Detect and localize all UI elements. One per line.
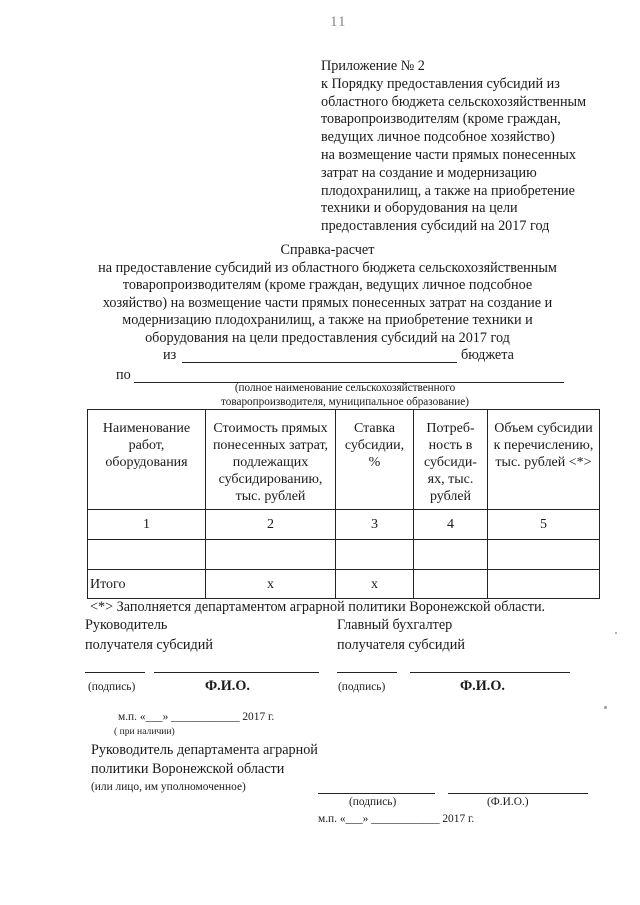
head-name-label: Ф.И.О. [205, 678, 250, 694]
column-number: 3 [336, 510, 414, 540]
appendix-line: затрат на создание и модернизацию [321, 164, 537, 181]
accountant-name-field[interactable] [410, 672, 570, 673]
head-title-line2: получателя субсидий [85, 637, 213, 653]
title-line: товаропроизводителям (кроме граждан, ведущих личное подсобное [122, 277, 533, 294]
page-number: 11 [330, 14, 347, 30]
total-cell[interactable] [414, 570, 488, 599]
recipient-hint [160, 381, 530, 409]
total-cell: х [336, 570, 414, 599]
column-header-cost: Стоимость прямых понесенных затрат, подлежащих субсидированию, тыс. рублей [206, 410, 336, 510]
from-budget-suffix: бюджета [461, 347, 514, 363]
total-cell[interactable] [488, 570, 600, 599]
table-row [88, 540, 600, 570]
dept-authorized-note: (или лицо, им уполномоченное) [91, 781, 246, 793]
table-header-row [88, 410, 600, 510]
appendix-line: товаропроизводителям (кроме граждан, [321, 111, 561, 128]
column-number: 4 [414, 510, 488, 540]
budget-name-field[interactable] [182, 362, 457, 363]
head-name-field[interactable] [154, 672, 319, 673]
dept-signature-label: (подпись) [349, 796, 397, 808]
table-cell[interactable] [206, 540, 336, 570]
column-numbers-row [88, 510, 600, 540]
recipient-hint-line: (полное наименование сельскохозяйственного [234, 382, 456, 394]
scan-speck [604, 706, 607, 709]
table-cell[interactable] [488, 540, 600, 570]
dept-head-line1: Руководитель департамента аграрной [91, 742, 318, 758]
total-label: Итого [88, 570, 206, 599]
appendix-line: ведущих личное подсобное хозяйство) [321, 129, 555, 146]
subsidy-calculation-table [87, 409, 600, 599]
accountant-name-label: Ф.И.О. [460, 678, 505, 694]
title-line: хозяйство) на возмещение части прямых понесенных затрат на создание и [102, 294, 553, 311]
scan-speck [615, 632, 617, 634]
title-line: оборудования на цели предоставления субсидий на 2017 год [145, 329, 510, 346]
accountant-signature-field[interactable] [337, 672, 397, 673]
dept-signature-field[interactable] [318, 793, 435, 794]
dept-head-line2: политики Воронежской области [91, 761, 285, 777]
total-cell: х [206, 570, 336, 599]
title-line: Справка-расчет [280, 242, 375, 258]
recipient-prefix: по [116, 367, 131, 383]
table-cell[interactable] [88, 540, 206, 570]
dept-name-label: (Ф.И.О.) [487, 796, 529, 808]
table-cell[interactable] [414, 540, 488, 570]
accountant-title-line2: получателя субсидий [337, 637, 465, 653]
appendix-line: плодохранилищ, а также на приобретение [321, 182, 575, 199]
footnote: <*> Заполняется департаментом аграрной политики Воронежской области. [90, 599, 546, 615]
recipient-hint-line: товаропроизводителя, муниципальное образование) [221, 396, 469, 408]
appendix-line: техники и оборудования на цели [321, 200, 518, 217]
column-number: 5 [488, 510, 600, 540]
appendix-header [321, 58, 621, 236]
seal-date-line: м.п. «___» ____________ 2017 г. [118, 711, 275, 723]
table-cell[interactable] [336, 540, 414, 570]
column-header-rate: Ставка субсидии, % [336, 410, 414, 510]
appendix-line: Приложение № 2 [321, 58, 425, 74]
from-budget-prefix: из [163, 347, 177, 363]
appendix-line: областного бюджета сельскохозяйственным [321, 93, 587, 110]
head-signature-label: (подпись) [88, 681, 136, 693]
appendix-line: на возмещение части прямых понесенных [321, 146, 577, 163]
dept-name-field[interactable] [448, 793, 588, 794]
accountant-title-line1: Главный бухгалтер [337, 617, 453, 633]
title-line: модернизацию плодохранилищ, а также на приобретение техники и [122, 312, 533, 329]
column-header-name: Наименование работ, оборудования [88, 410, 206, 510]
column-header-amount: Объем субсидии к перечислению, тыс. рублей <*> [488, 410, 600, 510]
seal-note: ( при наличии) [114, 726, 175, 737]
accountant-signature-label: (подпись) [338, 681, 386, 693]
appendix-line: к Порядку предоставления субсидий из [321, 75, 560, 92]
head-signature-field[interactable] [85, 672, 145, 673]
column-number: 2 [206, 510, 336, 540]
document-title [60, 242, 595, 348]
appendix-line: предоставления субсидий на 2017 год [321, 218, 550, 235]
column-header-need: Потреб- ность в субсиди- ях, тыс. рублей [414, 410, 488, 510]
dept-seal-date-line: м.п. «___» ____________ 2017 г. [318, 813, 475, 825]
total-row [88, 570, 600, 599]
column-number: 1 [88, 510, 206, 540]
title-line: на предоставление субсидий из областного бюджета сельскохозяйственным [98, 259, 557, 276]
head-title-line1: Руководитель [85, 617, 168, 633]
